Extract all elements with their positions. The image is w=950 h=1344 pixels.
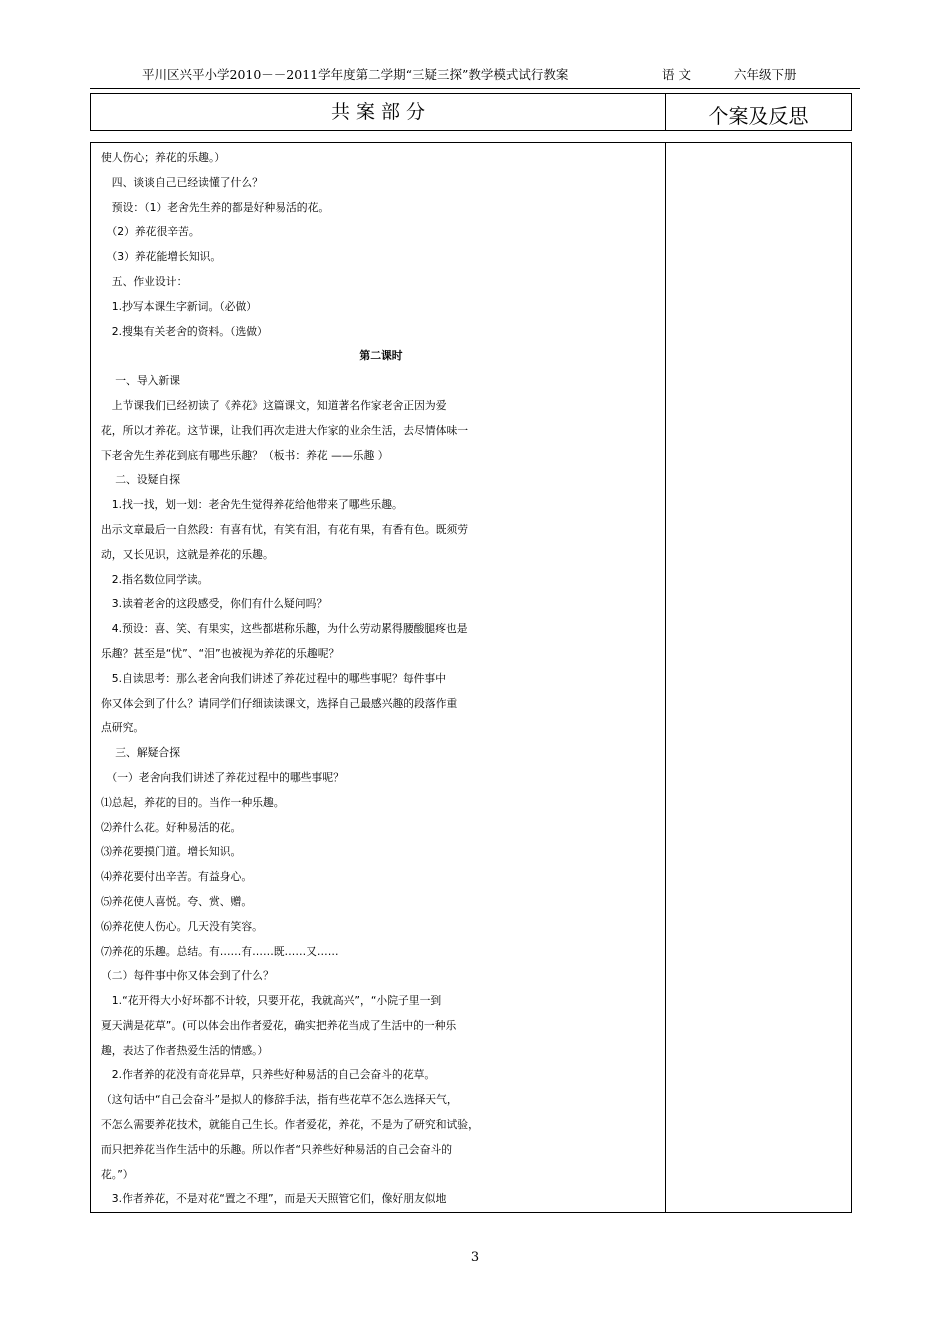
text-line: 3.作者养花，不是对花“置之不理”，而是天天照管它们，像好朋友似地 [101, 1192, 447, 1206]
text-line: 动，又长见识，这就是养花的乐趣。 [101, 547, 274, 561]
text-line: ⑸养花使人喜悦。夸、赏、赠。 [101, 894, 253, 908]
text-line: 花，所以才养花。这节课，让我们再次走进大作家的业余生活，去尽情体味一 [101, 423, 469, 437]
header-school-title: 平川区兴平小学2010－－2011学年度第二学期“三疑三探”教学模式试行教案 [142, 67, 569, 82]
text-line: （一）老舍向我们讲述了养花过程中的哪些事呢？ [101, 770, 344, 784]
text-line: ⑺养花的乐趣。总结。有……有……既……又…… [101, 944, 339, 958]
text-line: 2.指名数位同学读。 [101, 572, 209, 586]
text-line: 而只把养花当作生活中的乐趣。所以作者“只养些好种易活的自己会奋斗的 [101, 1142, 453, 1156]
text-line: 花。”） [101, 1167, 134, 1181]
text-line: 1.“花开得大小好坏都不计较，只要开花，我就高兴”，“小院子里一到 [101, 994, 442, 1008]
text-line: ⑹养花使人伤心。几天没有笑容。 [101, 919, 263, 933]
text-line: （二）每件事中你又体会到了什么？ [101, 969, 274, 983]
page-header [90, 66, 860, 89]
text-line: 3.读着老舍的这段感受，你们有什么疑问吗？ [101, 597, 328, 611]
text-line: 4.预设：喜、笑、有果实，这些都堪称乐趣，为什么劳动累得腰酸腿疼也是 [101, 622, 468, 636]
text-line: 下老舍先生养花到底有哪些乐趣？（板书：养花 ——乐趣 ） [101, 448, 389, 462]
text-line: ⑶养花要摸门道。增长知识。 [101, 845, 242, 859]
text-line: 趣，表达了作者热爱生活的情感。） [101, 1043, 269, 1057]
text-line: 三、解疑合探 [101, 746, 181, 760]
personal-reflection-heading: 个案及反思 [708, 104, 809, 128]
text-line: 上节课我们已经初读了《养花》这篇课文，知道著名作家老舍正因为爱 [101, 398, 447, 412]
header-grade: 六年级下册 [734, 67, 797, 82]
text-line: 5.自读思考：那么老舍向我们讲述了养花过程中的哪些事呢？每件事中 [101, 671, 447, 685]
text-line: （这句话中“自己会奋斗”是拟人的修辞手法，指有些花草不怎么选择天气， [101, 1093, 458, 1107]
column-header-table [90, 93, 852, 131]
section-title: 第二课时 [359, 349, 403, 363]
page-number: 3 [470, 1250, 480, 1265]
text-line: 二、设疑自探 [101, 473, 181, 487]
text-line: 乐趣？甚至是“忧”、“泪”也被视为养花的乐趣呢？ [101, 646, 340, 660]
text-line: 2.搜集有关老舍的资料。（选做） [101, 324, 268, 338]
column-divider [665, 143, 666, 1212]
text-line: 出示文章最后一自然段：有喜有忧，有笑有泪，有花有果，有香有色。既须劳 [101, 522, 469, 536]
text-line: （3）养花能增长知识。 [101, 250, 222, 264]
text-line: （2）养花很辛苦。 [101, 225, 200, 239]
text-line: 预设：（1）老舍先生养的都是好种易活的花。 [101, 200, 330, 214]
text-line: 2.作者养的花没有奇花异草，只养些好种易活的自己会奋斗的花草。 [101, 1068, 436, 1082]
text-line: 你又体会到了什么？请同学们仔细读读课文，选择自己最感兴趣的段落作重 [101, 696, 458, 710]
text-line: ⑷养花要付出辛苦。有益身心。 [101, 870, 253, 884]
text-line: 使人伤心；养花的乐趣。） [101, 151, 226, 164]
text-line: 一、导入新课 [101, 374, 181, 388]
text-line: 四、谈谈自己已经读懂了什么？ [101, 175, 263, 189]
lesson-plan-table [90, 142, 852, 1213]
text-line: 1.找一找，划一划：老舍先生觉得养花给他带来了哪些乐趣。 [101, 498, 403, 512]
text-line: ⑴总起，养花的目的。当作一种乐趣。 [101, 795, 285, 809]
text-line: 点研究。 [101, 721, 145, 735]
header-subject: 语 文 [662, 67, 691, 82]
text-line: 夏天满是花草”。(可以体会出作者爱花，确实把养花当成了生活中的一种乐 [101, 1018, 457, 1032]
text-line: 五、作业设计： [101, 274, 188, 288]
text-line: 1.抄写本课生字新词。（必做） [101, 299, 258, 313]
shared-plan-content [101, 146, 661, 1212]
text-line: ⑵养什么花。好种易活的花。 [101, 820, 242, 834]
shared-plan-heading: 共 案 部 分 [91, 94, 666, 130]
text-line: 不怎么需要养花技术，就能自己生长。作者爱花，养花，不是为了研究和试验， [101, 1118, 479, 1132]
